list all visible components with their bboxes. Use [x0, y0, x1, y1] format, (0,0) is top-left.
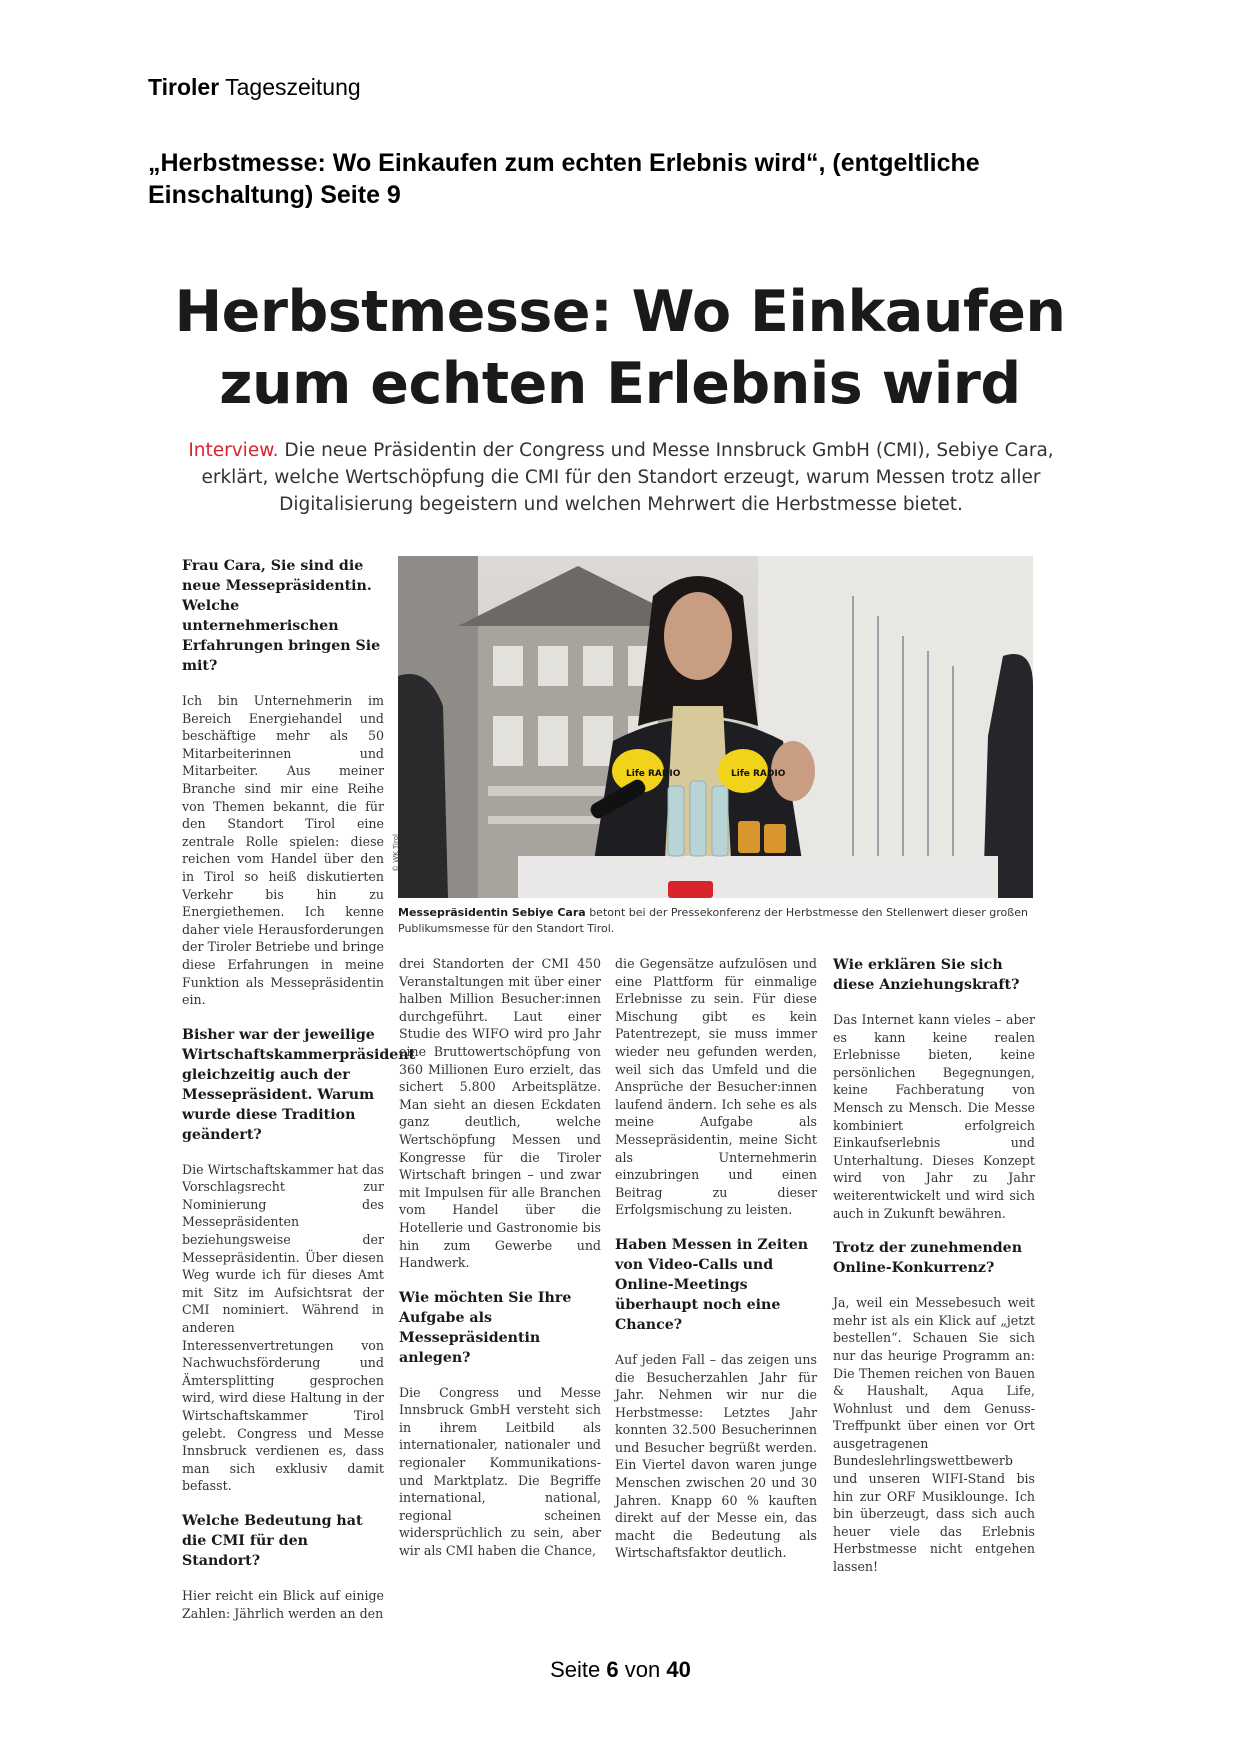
question-7: Trotz der zunehmenden Online-Konkurrenz?: [833, 1240, 1023, 1277]
footer-current-page: 6: [606, 1657, 619, 1682]
lede-kicker: Interview.: [188, 440, 279, 461]
headline-line-1: Herbstmesse: Wo Einkaufen: [174, 279, 1066, 345]
text-column-2: [399, 955, 601, 1576]
caption-text: betont bei der Pressekonferenz der Herbstmesse den Stellenwert dieser großen Publikumsmesse für den Standort Tirol.: [398, 906, 1028, 935]
question-4: Wie möchten Sie Ihre Aufgabe als Messepräsidentin anlegen?: [399, 1289, 572, 1366]
question-6: Wie erklären Sie sich diese Anziehungskraft?: [833, 957, 1020, 993]
mic-label-2: Life RADIO: [731, 769, 786, 779]
source-line: [148, 74, 361, 101]
answer-4: Die Congress und Messe Innsbruck GmbH versteht sich in ihrem Leitbild als internationaler, nationaler und regionaler Kommunikations- und Marktplatz. Die Begriffe international, national, regional scheinen widersprüchlich zu sein, aber wir als CMI haben die Chance,: [399, 1384, 601, 1559]
mic-label-1: Life RADIO: [626, 769, 681, 779]
footer-middle: von: [624, 1657, 661, 1682]
text-column-3: [615, 955, 817, 1578]
question-2: Bisher war der jeweilige Wirtschaftskammerpräsident gleichzeitig auch der Messepräsident. Warum wurde diese Tradition geändert?: [182, 1026, 416, 1143]
article-lede: [176, 437, 1066, 518]
answer-7: Ja, weil ein Messebesuch weit mehr ist als ein Klick auf „jetzt bestellen“. Schauen Sie sich nur das heurige Programm an: Die Themen reichen von Bauen & Haushalt, Aqua Life, Wohnlust und dem Genuss-Treffpunkt über einen vor Ort ausgetragenen Bundeslehrlingswettbewerb und unseren WIFI-Stand bis hin zur ORF Musiklounge. Ich bin überzeugt, dass sich auch heuer viele das Erlebnis Herbstmesse nicht entgehen lassen!: [833, 1295, 1035, 1575]
answer-5: Auf jeden Fall – das zeigen uns die Besucherzahlen Jahr für Jahr. Nehmen wir nur die Herbstmesse: Letztes Jahr konnten 32.500 Besucherinnen und Besucher begrüßt werden. Ein Viertel davon waren junge Menschen zwischen 20 und 30 Jahren. Knapp 60 % kauften direkt auf der Messe ein, das macht die Bedeutung als Wirtschaftsfaktor deutlich.: [615, 1351, 817, 1561]
answer-3: Hier reicht ein Blick auf einige Zahlen: Jährlich werden an den: [182, 1587, 384, 1621]
footer-total-pages: 40: [666, 1657, 691, 1682]
photo-caption: [398, 905, 1038, 937]
question-3: Welche Bedeutung hat die CMI für den Standort?: [182, 1512, 363, 1569]
footer-prefix: Seite: [550, 1657, 601, 1682]
caption-bold: Messepräsidentin Sebiye Cara: [398, 906, 586, 919]
photo-credit: © WK Tirol: [392, 834, 400, 872]
answer-6: Das Internet kann vieles – aber es kann keine realen Erlebnisse bieten, keine persönlichen Begegnungen, keine Fachberatung von Mensch zu Mensch. Die Messe kombiniert erfolgreich Einkaufserlebnis und Unterhaltung. Dieses Konzept wird von Jahr zu Jahr weiterentwickelt und wird sich auch in Zukunft bewähren.: [833, 1012, 1035, 1221]
answer-2: Die Wirtschaftskammer hat das Vorschlagsrecht zur Nominierung des Messepräsidenten beziehungsweise der Messepräsidentin. Über diesen Weg wurde ich für dieses Amt mit Sitz im Aufsichtsrat der CMI nominiert. Während in anderen Interessenvertretungen von Nachwuchsförderung und Ämtersplitting gesprochen wird, wird diese Haltung in der Wirtschaftskammer Tirol gelebt. Congress und Messe Innsbruck verdienen es, dass man sich exklusiv damit befasst.: [182, 1161, 384, 1494]
question-1: Frau Cara, Sie sind die neue Messepräsidentin. Welche unternehmerischen Erfahrungen bringen Sie mit?: [182, 558, 381, 674]
headline-line-2: zum echten Erlebnis wird: [219, 351, 1021, 417]
press-conference-photo: [398, 556, 1033, 898]
source-brand-bold: Tiroler: [148, 74, 220, 100]
article-reference: „Herbstmesse: Wo Einkaufen zum echten Erlebnis wird“, (entgeltliche Einschaltung) Seite 9: [148, 149, 980, 209]
answer-1: Ich bin Unternehmerin im Bereich Energiehandel und beschäftige mehr als 50 Mitarbeiterinnen und Mitarbeiter. Aus meiner Branche sind mir eine Reihe von Themen bekannt, die für den Standort Tirol eine zentrale Rolle spielen: diese reichen vom Handel über den in Tirol so heiß diskutierten Verkehr bis hin zu Energiethemen. Ich kenne daher viele Herausforderungen der Tiroler Betriebe und bringe diese Erfahrungen in meine Funktion als Messepräsidentin ein.: [182, 693, 384, 1008]
answer-4-continued: die Gegensätze aufzulösen und eine Plattform für einmalige Erlebnisse zu sein. Für diese Mischung gibt es kein Patentrezept, sie muss immer wieder neu gefunden werden, weil sich das Umfeld und die Ansprüche der Besucher:innen laufend ändern. Ich sehe es als meine Aufgabe als Messepräsidentin, meine Sicht als Unternehmerin einzubringen und einen Beitrag zu dieser Erfolgsmischung zu leisten.: [615, 956, 817, 1218]
source-brand-rest: Tageszeitung: [225, 74, 361, 100]
question-5: Haben Messen in Zeiten von Video-Calls und Online-Meetings überhaupt noch eine Chance?: [615, 1236, 809, 1333]
photo-illustration: [398, 556, 1033, 898]
page-number-footer: [0, 1657, 1241, 1683]
text-column-4: [833, 955, 1035, 1592]
lede-text: Die neue Präsidentin der Congress und Messe Innsbruck GmbH (CMI), Sebiye Cara, erklärt, welche Wertschöpfung die CMI für den Standort erzeugt, warum Messen trotz aller Digitalisierung begeistern und welchen Mehrwert die Herbstmesse bietet.: [201, 440, 1054, 515]
answer-3-continued: drei Standorten der CMI 450 Veranstaltungen mit über einer halben Million Besucher:innen durchgeführt. Laut einer Studie des WIFO wird pro Jahr eine Bruttowertschöpfung von 360 Millionen Euro erzielt, das sichert 5.800 Arbeitsplätze. Man sieht an diesen Eckdaten ganz deutlich, welche Wertschöpfung Messen und Kongresse für die Tiroler Wirtschaft bringen – und zwar mit Impulsen für alle Branchen vom Handel über die Hotellerie und Gastronomie bis hin zum Gewerbe und Handwerk.: [399, 956, 601, 1271]
article-headline: [150, 276, 1090, 420]
